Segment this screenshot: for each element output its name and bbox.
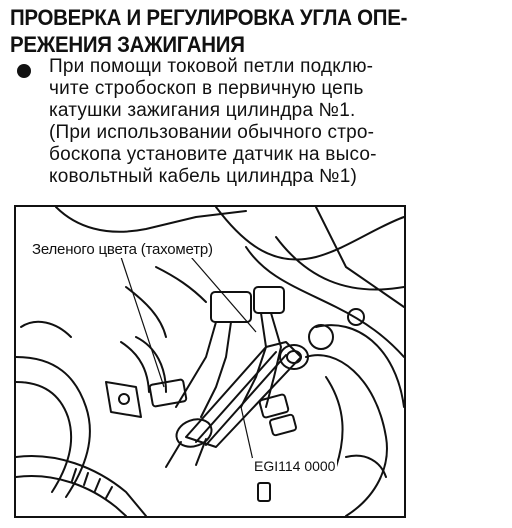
instruction-text [49, 56, 377, 188]
heading-line-2: РЕЖЕНИЯ ЗАЖИГАНИЯ [10, 32, 245, 57]
instruction-line-1: При помощи токовой петли подклю- [49, 56, 374, 77]
instruction-line-6: ковольтный кабель цилиндра №1) [49, 166, 357, 187]
instruction-line-4: (При использовании обычного стро- [49, 122, 375, 143]
callout-label: Зеленого цвета (тахометр) [32, 241, 213, 258]
section-heading [10, 4, 470, 58]
bullet-icon [17, 64, 31, 78]
figure-code: EGI114 0000 [254, 458, 336, 474]
heading-line-1: ПРОВЕРКА И РЕГУЛИРОВКА УГЛА ОПЕ- [10, 5, 408, 30]
instruction-line-3: катушки зажигания цилиндра №1. [49, 100, 356, 121]
engine-figure [14, 205, 406, 518]
instruction-line-2: чите стробоскоп в первичную цепь [49, 78, 364, 99]
instruction-line-5: боскопа установите датчик на высо- [49, 144, 377, 165]
